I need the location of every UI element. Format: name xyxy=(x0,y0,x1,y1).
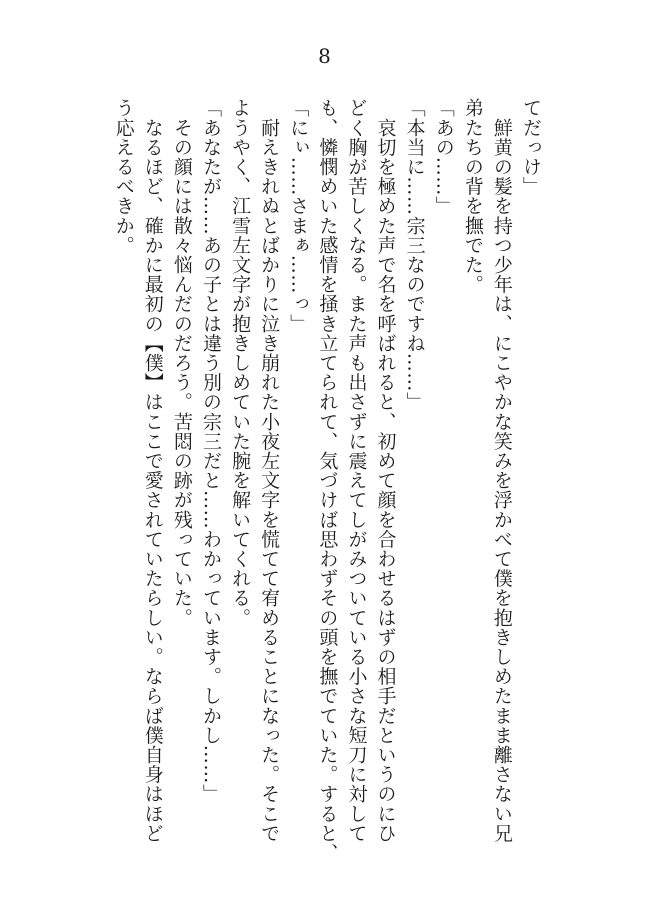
text-line: も、憐憫めいた感情を掻き立てられて、気づけば思わずその頭を撫でていた。すると、 xyxy=(316,98,339,863)
text-line: 「本当に……宗三なのですね……」 xyxy=(403,98,426,412)
body-text xyxy=(105,98,545,863)
text-line: 哀切を極めた声で名を呼ばれると、初めて顔を合わせるはずの相手だというのにひ xyxy=(374,98,397,843)
text-line: てだっけ」 xyxy=(520,98,542,196)
text-line: 「あなたが……あの子とは違う別の宗三だと……わかっています。しかし……」 xyxy=(199,98,222,804)
text-line: その顔には散々悩んだのだろう。苦悶の跡が残っていた。 xyxy=(170,98,193,628)
text-line: なるほど、確かに最初の【僕】はここで愛されていたらしい。ならば僕自身はほど xyxy=(141,98,164,843)
text-line: 「にぃ……さまぁ……っ」 xyxy=(287,98,310,334)
text-line: ようやく、江雪左文字が抱きしめていた腕を解いてくれる。 xyxy=(229,98,252,628)
text-line: 弟たちの背を撫でた。 xyxy=(461,98,484,294)
text-line: 「あの……」 xyxy=(432,98,455,216)
text-line: 鮮黄の髪を持つ少年は、にこやかな笑みを浮かべて僕を抱きしめたまま離さない兄 xyxy=(490,98,513,843)
text-line: 耐えきれぬとばかりに泣き崩れた小夜左文字を慌てて宥めることになった。そこで xyxy=(258,98,281,843)
text-line: う応えるべきか。 xyxy=(112,98,135,255)
page-number: 8 xyxy=(318,44,331,68)
text-line: どく胸が苦しくなる。また声も出さずに震えてしがみついている小さな短刀に対して xyxy=(345,98,368,843)
